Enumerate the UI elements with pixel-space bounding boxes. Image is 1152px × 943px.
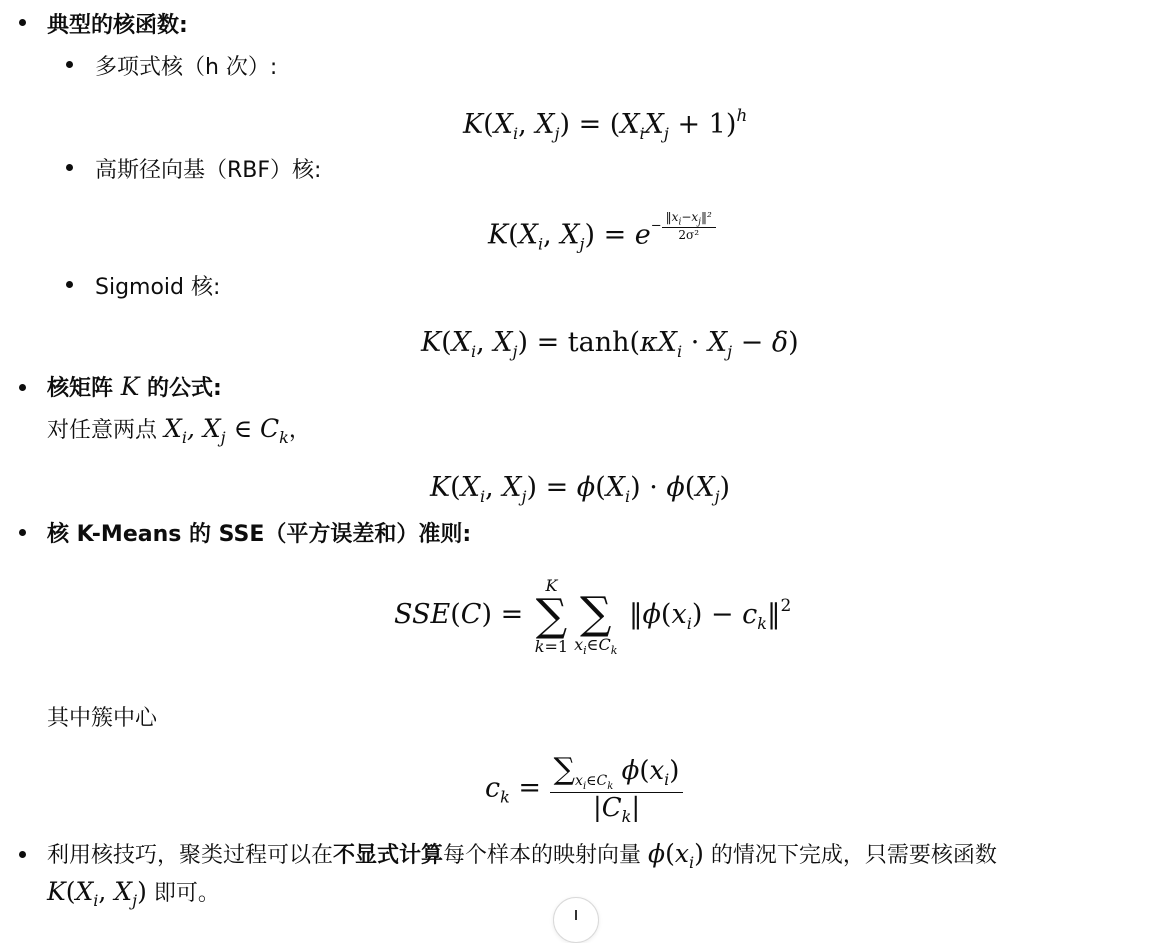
cluster-center-formula: $c_k$ = $\frac{\sum_{x_i\in C_k} \phi(x_i)}{|C_k|}$ (485, 752, 683, 826)
bullet-section1 (19, 19, 26, 26)
sum-k: K ∑ k=1 (534, 575, 569, 656)
rbf-kernel-formula: $K(X_i$, $X_j) = e-$ $\frac{‖x_i-x_j‖^2}{\text{2σ²}}$ (488, 210, 716, 254)
kernel-matrix-symbol: K (120, 372, 140, 401)
phi-xi-inline-math: $\phi(x_i)$ (648, 839, 704, 872)
bullet-rbf (66, 164, 73, 171)
kernel-matrix-formula: $K(X_i$, $X_j) = \phi(X_i) \cdot \phi(X_j)$ (430, 472, 731, 506)
section2-line-prefix: 对任意两点 (47, 418, 158, 443)
section2-title-prefix: 核矩阵 (47, 376, 114, 401)
bullet-section3 (19, 529, 26, 536)
bullet-section2 (19, 384, 26, 391)
section4-text2: 每个样本的映射向量 (443, 843, 642, 868)
bullet-sigmoid (66, 281, 73, 288)
poly-kernel-label: 多项式核（h 次）: (95, 55, 278, 80)
section2-title-suffix: 的公式: (147, 376, 222, 401)
section4-bold-text: 不显式计算 (333, 843, 444, 868)
rbf-kernel-label: 高斯径向基（RBF）核: (95, 158, 322, 183)
poly-kernel-formula: $K(X_i$, $X_j) = (X_iX_j + 1)^h$ (463, 106, 748, 143)
sse-formula: SSE(C) = K ∑ k=1 ∑ $x_i\in C_k$ $‖\phi(x_i)$ − $c_k‖^2$ (394, 575, 792, 658)
center-label: 其中簇中心 (47, 706, 158, 731)
bullet-section4 (19, 851, 26, 858)
section3-title: 核 K-Means 的 SSE（平方误差和）准则: (47, 522, 472, 547)
sum-xi: ∑ $x_i\in C_k$ (574, 588, 618, 658)
section1-title: 典型的核函数: (47, 13, 188, 38)
section4-text1: 利用核技巧，聚类过程可以在 (47, 843, 334, 868)
section2-line (47, 413, 311, 447)
section4-text3: 的情况下完成，只需要核函数 (710, 843, 997, 868)
section2-title (47, 371, 222, 402)
section4-line1 (47, 838, 997, 872)
section4-text4: 即可。 (153, 881, 220, 906)
section4-line2 (47, 876, 220, 910)
sigmoid-kernel-formula: $K(X_i$, $X_j) = \tanh(\kappa X_i \cdot X_j - \delta)$ (421, 327, 799, 361)
arrow-down-icon (575, 910, 577, 920)
scroll-down-button[interactable] (553, 897, 599, 943)
sigmoid-kernel-label: Sigmoid 核: (95, 275, 221, 300)
section2-line-suffix: ， (288, 418, 311, 443)
points-inline-math: $X_i$, $X_j$ ∈ $C_k$ (164, 414, 289, 447)
kernel-inline-math: $K(X_i$, $X_j$) (47, 877, 147, 910)
bullet-poly (66, 61, 73, 68)
